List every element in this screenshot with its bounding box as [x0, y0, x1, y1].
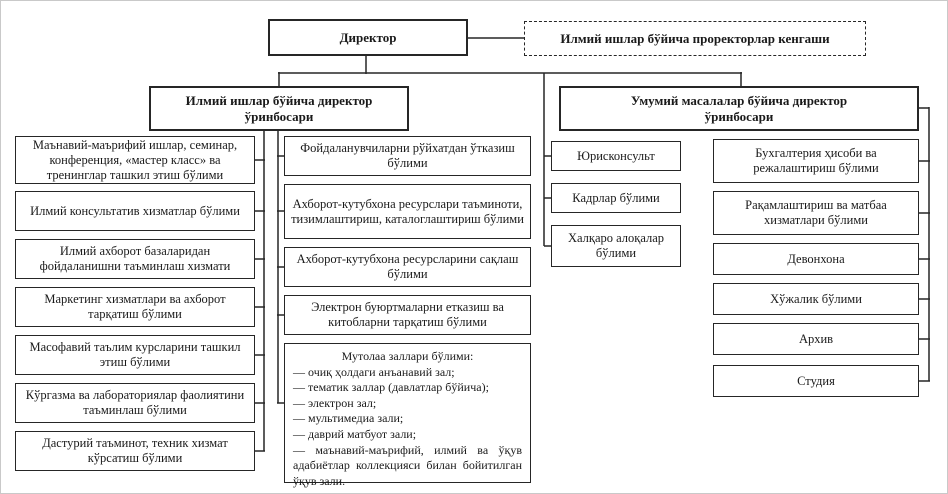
dept-hr	[551, 183, 681, 213]
dept-label: Илмий ахборот базаларидан фойдаланишни таъминлаш хизмати	[39, 244, 231, 273]
general-deputy-box	[559, 86, 919, 131]
dept-legal-counsel	[551, 141, 681, 171]
dept-reading-halls	[284, 343, 531, 488]
dept-label: Маънавий-маърифий ишлар, семинар, конференция, «мастер класс» ва тренинглар ташкил этиш бўлими	[32, 137, 238, 182]
dept-label: Ахборот-кутубхона ресурсларини сақлаш бўлими	[296, 252, 519, 281]
general-deputy-label: Умумий масалалар бўйича директор ўринбосари	[630, 92, 848, 124]
director-label: Директор	[339, 29, 397, 45]
dept-label: Рақамлаштириш ва матбаа хизматлари бўлими	[745, 198, 887, 227]
dept-electronic-orders	[284, 295, 531, 335]
reading-halls-title: Мутолаа заллари бўлими:	[341, 349, 474, 363]
dept-studio	[713, 365, 919, 397]
dept-label: Электрон буюртмаларни етказиш ва китобларни тарқатиш бўлими	[311, 300, 504, 329]
dept-spiritual-affairs	[15, 136, 255, 184]
hall-item: — тематик заллар (давлатлар бўйича);	[293, 380, 489, 395]
dept-resource-storage	[284, 247, 531, 287]
dept-label: Юрисконсульт	[577, 148, 655, 163]
dept-chancellery	[713, 243, 919, 275]
dept-science-databases	[15, 239, 255, 279]
dept-label: Архив	[798, 331, 834, 346]
dept-label: Кўргазма ва лабораториялар фаолиятини таъминлаш бўлими	[25, 388, 245, 417]
dept-consultative-services	[15, 191, 255, 231]
dept-library-resources-cataloging	[284, 184, 531, 239]
dept-label: Масофавий таълим курсларини ташкил этиш бўлими	[29, 340, 241, 369]
dept-label: Кадрлар бўлими	[572, 190, 660, 205]
prorectors-council-box	[524, 21, 866, 56]
dept-exhibitions-labs	[15, 383, 255, 423]
dept-marketing	[15, 287, 255, 327]
dept-label: Фойдаланувчиларни рўйхатдан ўтказиш бўлими	[300, 141, 515, 170]
dept-label: Студия	[797, 373, 835, 388]
director-box	[268, 19, 468, 56]
hall-item: — маънавий-маърифий, илмий ва ўқув адабиётлар коллекцияси билан бойитилган ўқув зали.	[293, 442, 522, 488]
dept-facilities	[713, 283, 919, 315]
dept-label: Хўжалик бўлими	[770, 291, 862, 306]
hall-item: — мультимедиа зали;	[293, 411, 404, 426]
hall-item: — электрон зал;	[293, 395, 377, 410]
prorectors-council-label: Илмий ишлар бўйича проректорлар кенгаши	[560, 30, 830, 46]
dept-international-relations	[551, 225, 681, 267]
dept-label: Дастурий таъминот, техник хизмат кўрсатиш бўлими	[42, 436, 228, 465]
dept-software-support	[15, 431, 255, 471]
dept-label: Халқаро алоқалар бўлими	[567, 231, 665, 260]
dept-archive	[713, 323, 919, 355]
dept-digitization-printing	[713, 191, 919, 235]
dept-user-registration	[284, 136, 531, 176]
hall-item: — даврий матбуот зали;	[293, 426, 417, 441]
dept-label: Девонхона	[787, 251, 845, 266]
dept-distance-learning	[15, 335, 255, 375]
science-deputy-label: Илмий ишлар бўйича директор ўринбосари	[185, 92, 373, 124]
dept-label: Маркетинг хизматлари ва ахборот тарқатиш бўлими	[44, 292, 226, 321]
dept-label: Ахборот-кутубхона ресурслари таъминоти, тизимлаштириш, каталоглаштириш бўлими	[291, 196, 524, 226]
dept-label: Илмий консультатив хизматлар бўлими	[30, 203, 240, 218]
dept-accounting-planning	[713, 139, 919, 183]
science-deputy-box	[149, 86, 409, 131]
dept-label: Бухгалтерия ҳисоби ва режалаштириш бўлими	[753, 146, 879, 175]
hall-item: — очиқ ҳолдаги анъанавий зал;	[293, 364, 455, 379]
